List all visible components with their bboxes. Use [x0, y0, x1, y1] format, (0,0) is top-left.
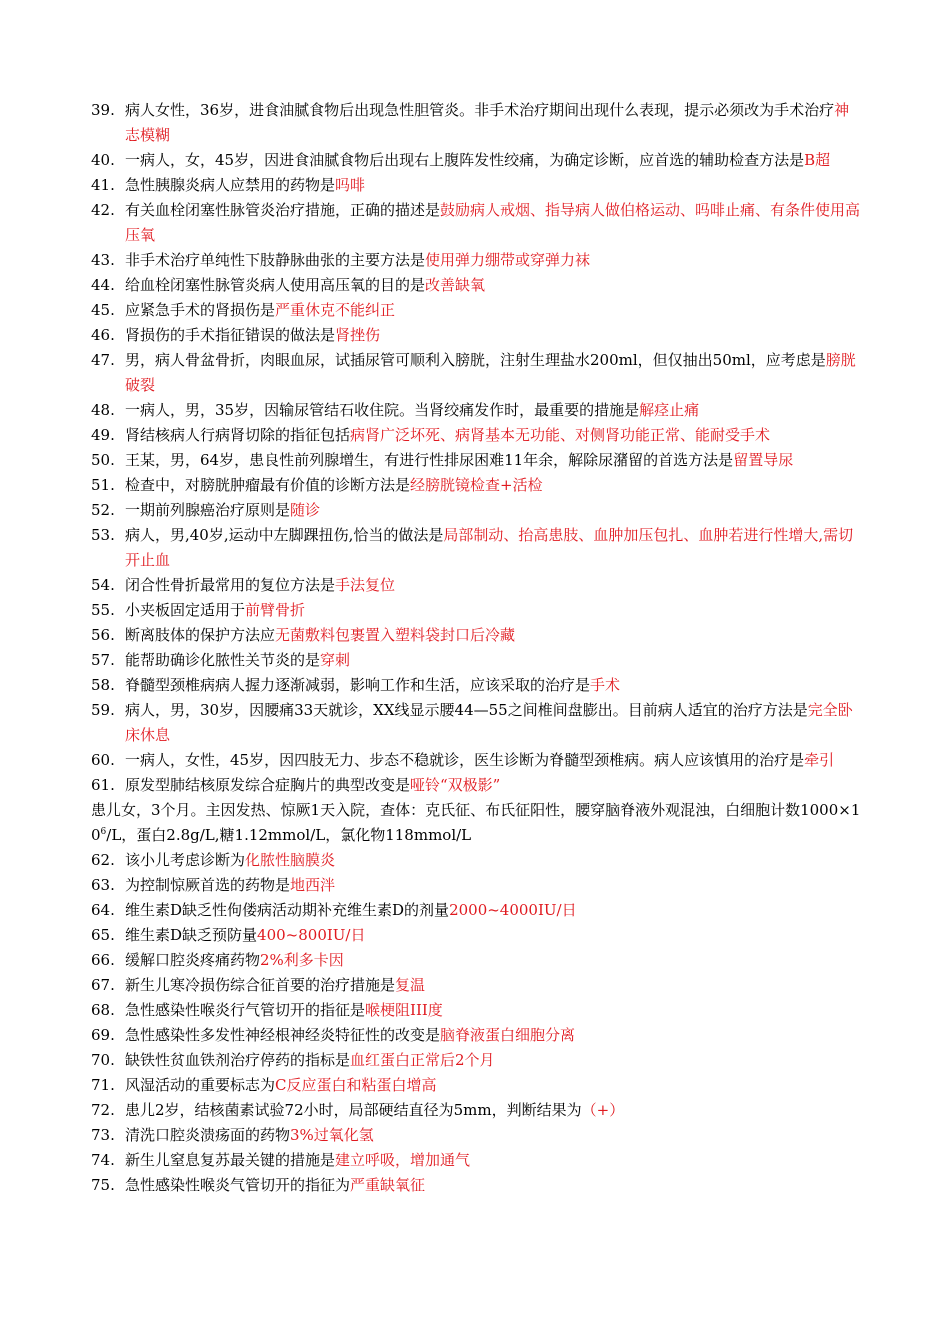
item-body — [125, 873, 861, 898]
answer-text: B超 — [804, 151, 831, 169]
item-number: 57. — [91, 651, 115, 669]
answer-text: 无菌敷料包裹置入塑料袋封口后冷藏 — [275, 626, 516, 644]
list-item — [91, 248, 861, 273]
item-number: 63. — [91, 876, 115, 894]
answer-text: 手术 — [590, 676, 621, 694]
list-item — [91, 948, 861, 973]
item-number: 39. — [91, 101, 115, 119]
item-body — [125, 498, 861, 523]
item-number: 55. — [91, 601, 115, 619]
item-body — [125, 173, 861, 198]
question-text: 小夹板固定适用于 — [125, 601, 246, 619]
item-number: 51. — [91, 476, 115, 494]
list-item — [91, 773, 861, 798]
item-number: 46. — [91, 326, 115, 344]
list-item — [91, 1023, 861, 1048]
item-body — [125, 398, 861, 423]
question-text: 清洗口腔炎溃疡面的药物 — [125, 1126, 291, 1144]
item-body — [125, 98, 861, 148]
item-body — [125, 1073, 861, 1098]
question-text: 患儿2岁，结核菌素试验72小时，局部硬结直径为5mm，判断结果为 — [125, 1101, 582, 1119]
question-text: 缓解口腔炎疼痛药物 — [125, 951, 261, 969]
list-item — [91, 473, 861, 498]
question-text: 王某，男，64岁，患良性前列腺增生，有进行性排尿困难11年余，解除尿潴留的首选方法是 — [125, 451, 734, 469]
answer-text: 穿刺 — [320, 651, 351, 669]
question-text: 脊髓型颈椎病病人握力逐渐减弱，影响工作和生活，应该采取的治疗是 — [125, 676, 591, 694]
list-item — [91, 98, 861, 148]
list-item — [91, 1173, 861, 1198]
question-text: 急性感染性多发性神经根神经炎特征性的改变是 — [125, 1026, 441, 1044]
answer-text: 前臂骨折 — [245, 601, 306, 619]
answer-text: 手法复位 — [335, 576, 396, 594]
question-text: 急性感染性喉炎气管切开的指征为 — [125, 1176, 351, 1194]
case-line-2: /L，蛋白2.8g/L,糖1.12mmol/L，氯化物118mmol/L — [106, 826, 472, 844]
question-text: 维生素D缺乏预防量 — [125, 926, 258, 944]
list-item — [91, 648, 861, 673]
answer-text: 血红蛋白正常后2个月 — [350, 1051, 495, 1069]
item-body — [125, 623, 861, 648]
answer-text: 肾挫伤 — [335, 326, 381, 344]
list-item — [91, 1048, 861, 1073]
item-body — [125, 998, 861, 1023]
item-number: 54. — [91, 576, 115, 594]
list-item — [91, 298, 861, 323]
answer-text: 化脓性脑膜炎 — [245, 851, 336, 869]
question-text: 原发型肺结核原发综合症胸片的典型改变是 — [125, 776, 411, 794]
question-text: 断离肢体的保护方法应 — [125, 626, 276, 644]
list-item — [91, 573, 861, 598]
item-number: 48. — [91, 401, 115, 419]
item-number: 43. — [91, 251, 115, 269]
question-text: 缺铁性贫血铁剂治疗停药的指标是 — [125, 1051, 351, 1069]
item-number: 53. — [91, 526, 115, 544]
item-body — [125, 248, 861, 273]
item-body — [125, 1173, 861, 1198]
list-item — [91, 498, 861, 523]
item-number: 75. — [91, 1176, 115, 1194]
answer-text: 神志模糊 — [125, 101, 850, 144]
item-number: 64. — [91, 901, 115, 919]
question-text: 肾结核病人行病肾切除的指征包括 — [125, 426, 351, 444]
item-number: 50. — [91, 451, 115, 469]
list-item — [91, 398, 861, 423]
list-item — [91, 323, 861, 348]
item-body — [125, 298, 861, 323]
item-number: 58. — [91, 676, 115, 694]
question-text: 一病人，男，35岁，因输尿管结石收住院。当肾绞痛发作时，最重要的措施是 — [125, 401, 640, 419]
answer-text: 400~800IU/日 — [257, 926, 366, 944]
answer-text: 复温 — [395, 976, 426, 994]
item-body — [125, 198, 861, 248]
list-item — [91, 1073, 861, 1098]
question-list-b — [91, 848, 861, 1198]
question-text: 一病人，女性，45岁，因四肢无力、步态不稳就诊，医生诊断为脊髓型颈椎病。病人应该慎用的治疗是 — [125, 751, 805, 769]
document-content — [91, 98, 861, 1198]
item-body — [125, 698, 861, 748]
item-body — [125, 273, 861, 298]
item-body — [125, 773, 861, 798]
answer-text: 随诊 — [290, 501, 321, 519]
question-text: 维生素D缺乏性佝偻病活动期补充维生素D的剂量 — [125, 901, 450, 919]
item-body — [125, 323, 861, 348]
list-item — [91, 623, 861, 648]
item-number: 68. — [91, 1001, 115, 1019]
answer-text: 吗啡 — [335, 176, 366, 194]
item-body — [125, 1123, 861, 1148]
list-item — [91, 198, 861, 248]
item-body — [125, 673, 861, 698]
item-number: 73. — [91, 1126, 115, 1144]
answer-text: 膀胱破裂 — [125, 351, 856, 394]
answer-text: 严重缺氧征 — [350, 1176, 426, 1194]
list-item — [91, 848, 861, 873]
item-number: 72. — [91, 1101, 115, 1119]
list-item — [91, 598, 861, 623]
question-text: 一期前列腺癌治疗原则是 — [125, 501, 291, 519]
question-text: 急性感染性喉炎行气管切开的指征是 — [125, 1001, 366, 1019]
case-line-1: 患儿女，3个月。主因发热、惊厥1天入院，查体：克氏征、布氏征阳性，腰穿脑脊液外观混浊，白细胞计数 — [91, 801, 801, 819]
item-body — [125, 448, 861, 473]
question-text: 检查中，对膀胱肿瘤最有价值的诊断方法是 — [125, 476, 411, 494]
item-number: 44. — [91, 276, 115, 294]
answer-text: 建立呼吸，增加通气 — [335, 1151, 471, 1169]
item-body — [125, 423, 861, 448]
list-item — [91, 748, 861, 773]
answer-text: 严重休克不能纠正 — [275, 301, 396, 319]
answer-text: 改善缺氧 — [425, 276, 486, 294]
item-body — [125, 1098, 861, 1123]
item-body — [125, 348, 861, 398]
question-text: 肾损伤的手术指征错误的做法是 — [125, 326, 336, 344]
answer-text: 2%利多卡因 — [260, 951, 344, 969]
list-item — [91, 973, 861, 998]
answer-text: 经膀胱镜检查+活检 — [410, 476, 543, 494]
item-body — [125, 523, 861, 573]
answer-text: 解痉止痛 — [639, 401, 700, 419]
list-item — [91, 273, 861, 298]
question-text: 有关血栓闭塞性脉管炎治疗措施，正确的描述是 — [125, 201, 441, 219]
item-body — [125, 598, 861, 623]
item-body — [125, 973, 861, 998]
list-item — [91, 423, 861, 448]
item-number: 65. — [91, 926, 115, 944]
case-paragraph — [91, 798, 861, 848]
question-text: 男，病人骨盆骨折，肉眼血尿，试插尿管可顺利入膀胱，注射生理盐水200ml，但仅抽出50ml，应考虑是 — [125, 351, 826, 369]
item-number: 62. — [91, 851, 115, 869]
item-body — [125, 573, 861, 598]
question-text: 为控制惊厥首选的药物是 — [125, 876, 291, 894]
answer-text: 使用弹力绷带或穿弹力袜 — [425, 251, 591, 269]
item-number: 66. — [91, 951, 115, 969]
list-item — [91, 898, 861, 923]
answer-text: 3%过氧化氢 — [290, 1126, 374, 1144]
list-item — [91, 448, 861, 473]
wbc-count-exponent: 6 — [100, 827, 107, 837]
question-text: 一病人，女，45岁，因进食油腻食物后出现右上腹阵发性绞痛，为确定诊断，应首选的辅助检查方法是 — [125, 151, 805, 169]
question-text: 能帮助确诊化脓性关节炎的是 — [125, 651, 321, 669]
question-text: 风湿活动的重要标志为 — [125, 1076, 276, 1094]
list-item — [91, 698, 861, 748]
item-number: 47. — [91, 351, 115, 369]
item-body — [125, 473, 861, 498]
question-text: 新生儿寒冷损伤综合征首要的治疗措施是 — [125, 976, 396, 994]
item-body — [125, 1023, 861, 1048]
item-number: 74. — [91, 1151, 115, 1169]
item-body — [125, 1148, 861, 1173]
item-number: 70. — [91, 1051, 115, 1069]
item-number: 56. — [91, 626, 115, 644]
question-text: 该小儿考虑诊断为 — [125, 851, 246, 869]
list-item — [91, 673, 861, 698]
item-body — [125, 923, 861, 948]
question-text: 给血栓闭塞性脉管炎病人使用高压氧的目的是 — [125, 276, 426, 294]
question-text: 病人，男,40岁,运动中左脚踝扭伤,恰当的做法是 — [125, 526, 444, 544]
answer-text: （+） — [581, 1101, 625, 1119]
answer-text: 病肾广泛坏死、病肾基本无功能、对侧肾功能正常、能耐受手术 — [350, 426, 771, 444]
answer-text: 完全卧床休息 — [125, 701, 853, 744]
item-number: 41. — [91, 176, 115, 194]
list-item — [91, 873, 861, 898]
item-number: 60. — [91, 751, 115, 769]
answer-text: 喉梗阻III度 — [365, 1001, 443, 1019]
list-item — [91, 1098, 861, 1123]
list-item — [91, 1123, 861, 1148]
question-list-a — [91, 98, 861, 798]
item-number: 42. — [91, 201, 115, 219]
answer-text: 局部制动、抬高患肢、血肿加压包扎、血肿若进行性增大,需切开止血 — [125, 526, 854, 569]
answer-text: 牵引 — [804, 751, 835, 769]
answer-text: 脑脊液蛋白细胞分离 — [440, 1026, 576, 1044]
answer-text: 地西泮 — [290, 876, 336, 894]
list-item — [91, 148, 861, 173]
item-number: 40. — [91, 151, 115, 169]
question-text: 应紧急手术的肾损伤是 — [125, 301, 276, 319]
question-text: 闭合性骨折最常用的复位方法是 — [125, 576, 336, 594]
list-item — [91, 173, 861, 198]
item-body — [125, 1048, 861, 1073]
answer-text: 留置导尿 — [733, 451, 794, 469]
item-number: 71. — [91, 1076, 115, 1094]
question-text: 新生儿窒息复苏最关键的措施是 — [125, 1151, 336, 1169]
list-item — [91, 923, 861, 948]
item-number: 59. — [91, 701, 115, 719]
question-text: 病人女性，36岁，进食油腻食物后出现急性胆管炎。非手术治疗期间出现什么表现，提示必须改为手术治疗 — [125, 101, 835, 119]
item-body — [125, 948, 861, 973]
list-item — [91, 1148, 861, 1173]
item-body — [125, 848, 861, 873]
list-item — [91, 523, 861, 573]
answer-text: C反应蛋白和粘蛋白增高 — [275, 1076, 437, 1094]
list-item — [91, 998, 861, 1023]
wbc-count-base: 1000×10 — [91, 801, 861, 844]
item-body — [125, 748, 861, 773]
item-body — [125, 148, 861, 173]
answer-text: 鼓励病人戒烟、指导病人做伯格运动、吗啡止痛、有条件使用高压氧 — [125, 201, 861, 244]
question-text: 非手术治疗单纯性下肢静脉曲张的主要方法是 — [125, 251, 426, 269]
item-number: 67. — [91, 976, 115, 994]
item-body — [125, 648, 861, 673]
item-number: 45. — [91, 301, 115, 319]
item-number: 61. — [91, 776, 115, 794]
answer-text: 2000~4000IU/日 — [449, 901, 577, 919]
answer-text: 哑铃“双极影” — [410, 776, 501, 794]
item-number: 69. — [91, 1026, 115, 1044]
item-number: 52. — [91, 501, 115, 519]
item-number: 49. — [91, 426, 115, 444]
question-text: 急性胰腺炎病人应禁用的药物是 — [125, 176, 336, 194]
item-body — [125, 898, 861, 923]
list-item — [91, 348, 861, 398]
question-text: 病人，男，30岁，因腰痛33天就诊，XX线显示腰44—55之间椎间盘膨出。目前病人适宜的治疗方法是 — [125, 701, 808, 719]
